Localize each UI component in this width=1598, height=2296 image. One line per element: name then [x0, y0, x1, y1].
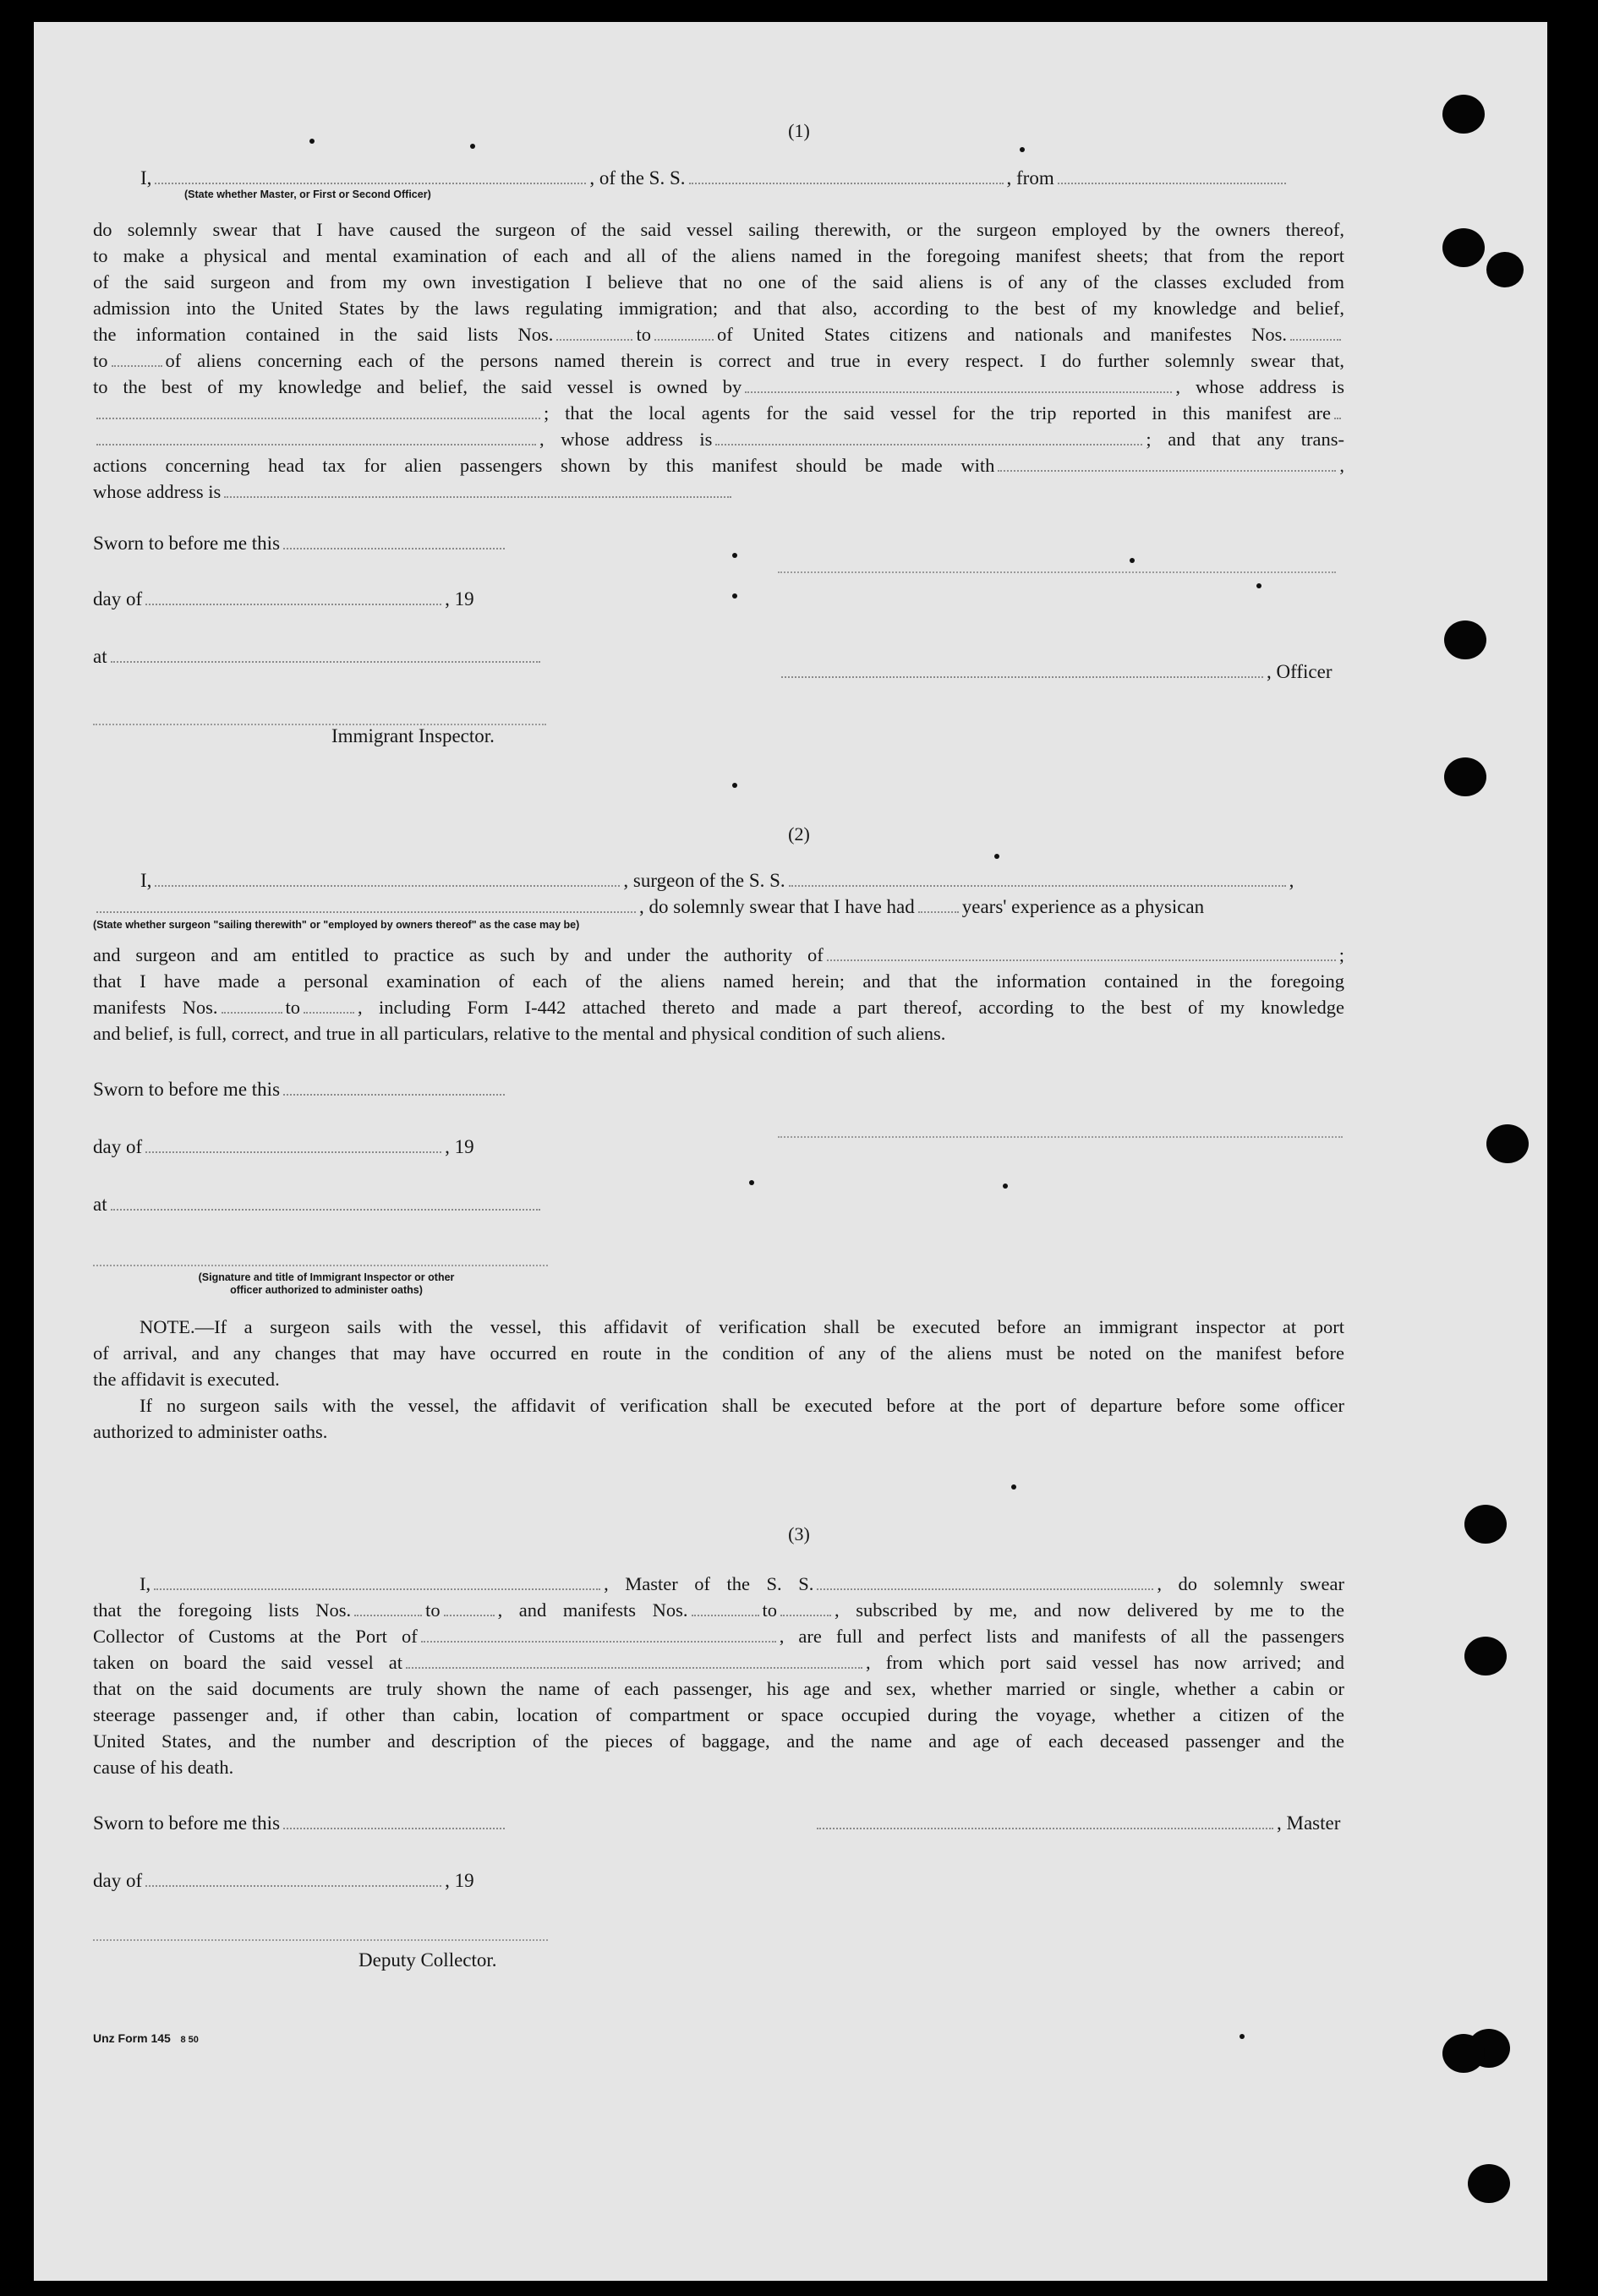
day-of-line-3: day of , 19 [93, 1870, 474, 1891]
paragraph-line: to the best of my knowledge and belief, the said vessel is owned by , whose address is [93, 376, 1344, 397]
speck [732, 783, 737, 788]
punch-hole [1486, 1124, 1529, 1163]
signature-rule [778, 1136, 1343, 1138]
inspector-rule [93, 1265, 548, 1266]
speck [732, 553, 737, 558]
punch-hole [1444, 757, 1486, 796]
section-3-number: (3) [788, 1523, 810, 1544]
form-number: Unz Form 145 8 50 [93, 2031, 199, 2045]
paragraph-line: and belief, is full, correct, and true in all particulars, relative to the mental and physical condition of such aliens. [93, 1023, 946, 1044]
at-line-2: at [93, 1194, 544, 1216]
paragraph-line: , whose address is ; and that any trans- [93, 426, 1344, 452]
section-2-number: (2) [788, 823, 810, 845]
note-line: of arrival, and any changes that may have occurred en route in the condition of any of the aliens must be noted on the manifest before [93, 1342, 1344, 1364]
paragraph-line: the information contained in the said lists Nos. to of United States citizens and nationals and manifestes Nos. [93, 321, 1344, 347]
pronoun-i: I, [140, 167, 152, 189]
paragraph-line: actions concerning head tax for alien passengers shown by this manifest should be made with , [93, 455, 1344, 476]
speck [470, 144, 475, 149]
punch-hole [1486, 252, 1524, 287]
from-label: , from [1006, 167, 1054, 189]
officer-line: , Officer [778, 661, 1332, 683]
section-1-number: (1) [788, 120, 810, 141]
note-line: NOTE.—If a surgeon sails with the vessel, this affidavit of verification shall be executed before an immigrant inspector at port [140, 1316, 1344, 1337]
paragraph-line: United States, and the number and description of the pieces of baggage, and the name and age of each deceased passenger and the [93, 1730, 1344, 1752]
paragraph-line: manifests Nos. to , including Form I-442 attached thereto and made a part thereof, according to the best of my knowledge [93, 997, 1344, 1018]
of-ss-label: , of the S. S. [589, 167, 686, 189]
punch-hole [1444, 620, 1486, 659]
day-of-line-2: day of , 19 [93, 1136, 474, 1157]
immigrant-inspector-label: Immigrant Inspector. [331, 725, 495, 746]
deputy-collector-label: Deputy Collector. [358, 1949, 497, 1971]
paragraph-line: do solemnly swear that I have caused the surgeon of the said vessel sailing therewith, or the surgeon employed by the owners thereof, [93, 219, 1344, 240]
paragraph-line: ; that the local agents for the said vessel for the trip reported in this manifest are [93, 400, 1344, 426]
signature-note: (Signature and title of Immigrant Inspector or other officer authorized to administer oaths) [198, 1271, 455, 1296]
speck [1011, 1484, 1016, 1490]
sworn-line-3: Sworn to before me this [93, 1812, 508, 1834]
punch-hole [1464, 1637, 1507, 1676]
at-line-1: at [93, 646, 544, 668]
speck [1020, 147, 1025, 152]
speck [994, 854, 999, 859]
paragraph-line: steerage passenger and, if other than cabin, location of compartment or space occupied during the voyage, whether a citizen of the [93, 1704, 1344, 1725]
day-of-line-1: day of , 19 [93, 588, 474, 610]
surgeon-note: (State whether surgeon "sailing therewith" or "employed by owners thereof" as the case may be) [93, 919, 580, 931]
section-1-body [93, 216, 1344, 505]
section-3-body [93, 1571, 1344, 1780]
paragraph-line: whose address is [93, 478, 1344, 505]
paragraph-line: to of aliens concerning each of the persons named therein is correct and true in every respect. I do further solemnly swear that, [93, 350, 1344, 371]
sworn-line-2: Sworn to before me this [93, 1079, 508, 1101]
section-2-experience-line: , do solemnly swear that I have had years' experience as a physican [93, 896, 1204, 918]
punch-hole [1442, 228, 1485, 267]
officer-note: (State whether Master, or First or Second Officer) [184, 189, 431, 200]
speck [1130, 558, 1135, 563]
speck [732, 593, 737, 599]
paragraph-line: to make a physical and mental examination of each and all of the aliens named in the foregoing manifest sheets; that from the report [93, 245, 1344, 266]
paragraph-line: cause of his death. [93, 1757, 234, 1778]
paragraph-line: taken on board the said vessel at , from which port said vessel has now arrived; and [93, 1652, 1344, 1673]
section-2-oath-line: I, , surgeon of the S. S. , [140, 870, 1294, 891]
punch-hole [1442, 2034, 1485, 2073]
speck [1240, 2034, 1245, 2039]
paragraph-line: Collector of Customs at the Port of , are full and perfect lists and manifests of all the passengers [93, 1626, 1344, 1647]
collector-rule [93, 1939, 548, 1941]
paragraph-line: of the said surgeon and from my own investigation I believe that no one of the said aliens is of any of the classes excluded from [93, 271, 1344, 292]
speck [1256, 583, 1261, 588]
sworn-line-1: Sworn to before me this [93, 533, 508, 555]
speck [749, 1180, 754, 1185]
section-2-body [93, 942, 1344, 1047]
note-line: authorized to administer oaths. [93, 1421, 328, 1442]
master-line: , Master [813, 1812, 1340, 1834]
paragraph-line: that the foregoing lists Nos. to , and manifests Nos. to , subscribed by me, and now delivered by me to the [93, 1599, 1344, 1621]
section-1-oath-line [140, 167, 1289, 189]
speck [1003, 1184, 1008, 1189]
punch-hole [1468, 2164, 1510, 2203]
paragraph-line: and surgeon and am entitled to practice as such by and under the authority of ; [93, 944, 1344, 965]
paragraph-line: that on the said documents are truly shown the name of each passenger, his age and sex, whether married or single, whether a cabin or [93, 1678, 1344, 1699]
note-line: the affidavit is executed. [93, 1369, 280, 1390]
signature-rule [778, 571, 1336, 573]
note-block [93, 1314, 1344, 1445]
paragraph-line: I, , Master of the S. S. , do solemnly swear [140, 1573, 1344, 1594]
paragraph-line: admission into the United States by the laws regulating immigration; and that also, according to the best of my knowledge and belief, [93, 298, 1344, 319]
note-line: If no surgeon sails with the vessel, the affidavit of verification shall be executed before at the port of departure before some officer [140, 1395, 1344, 1416]
paragraph-line: that I have made a personal examination of each of the aliens named herein; and that the information contained in the foregoing [93, 970, 1344, 992]
